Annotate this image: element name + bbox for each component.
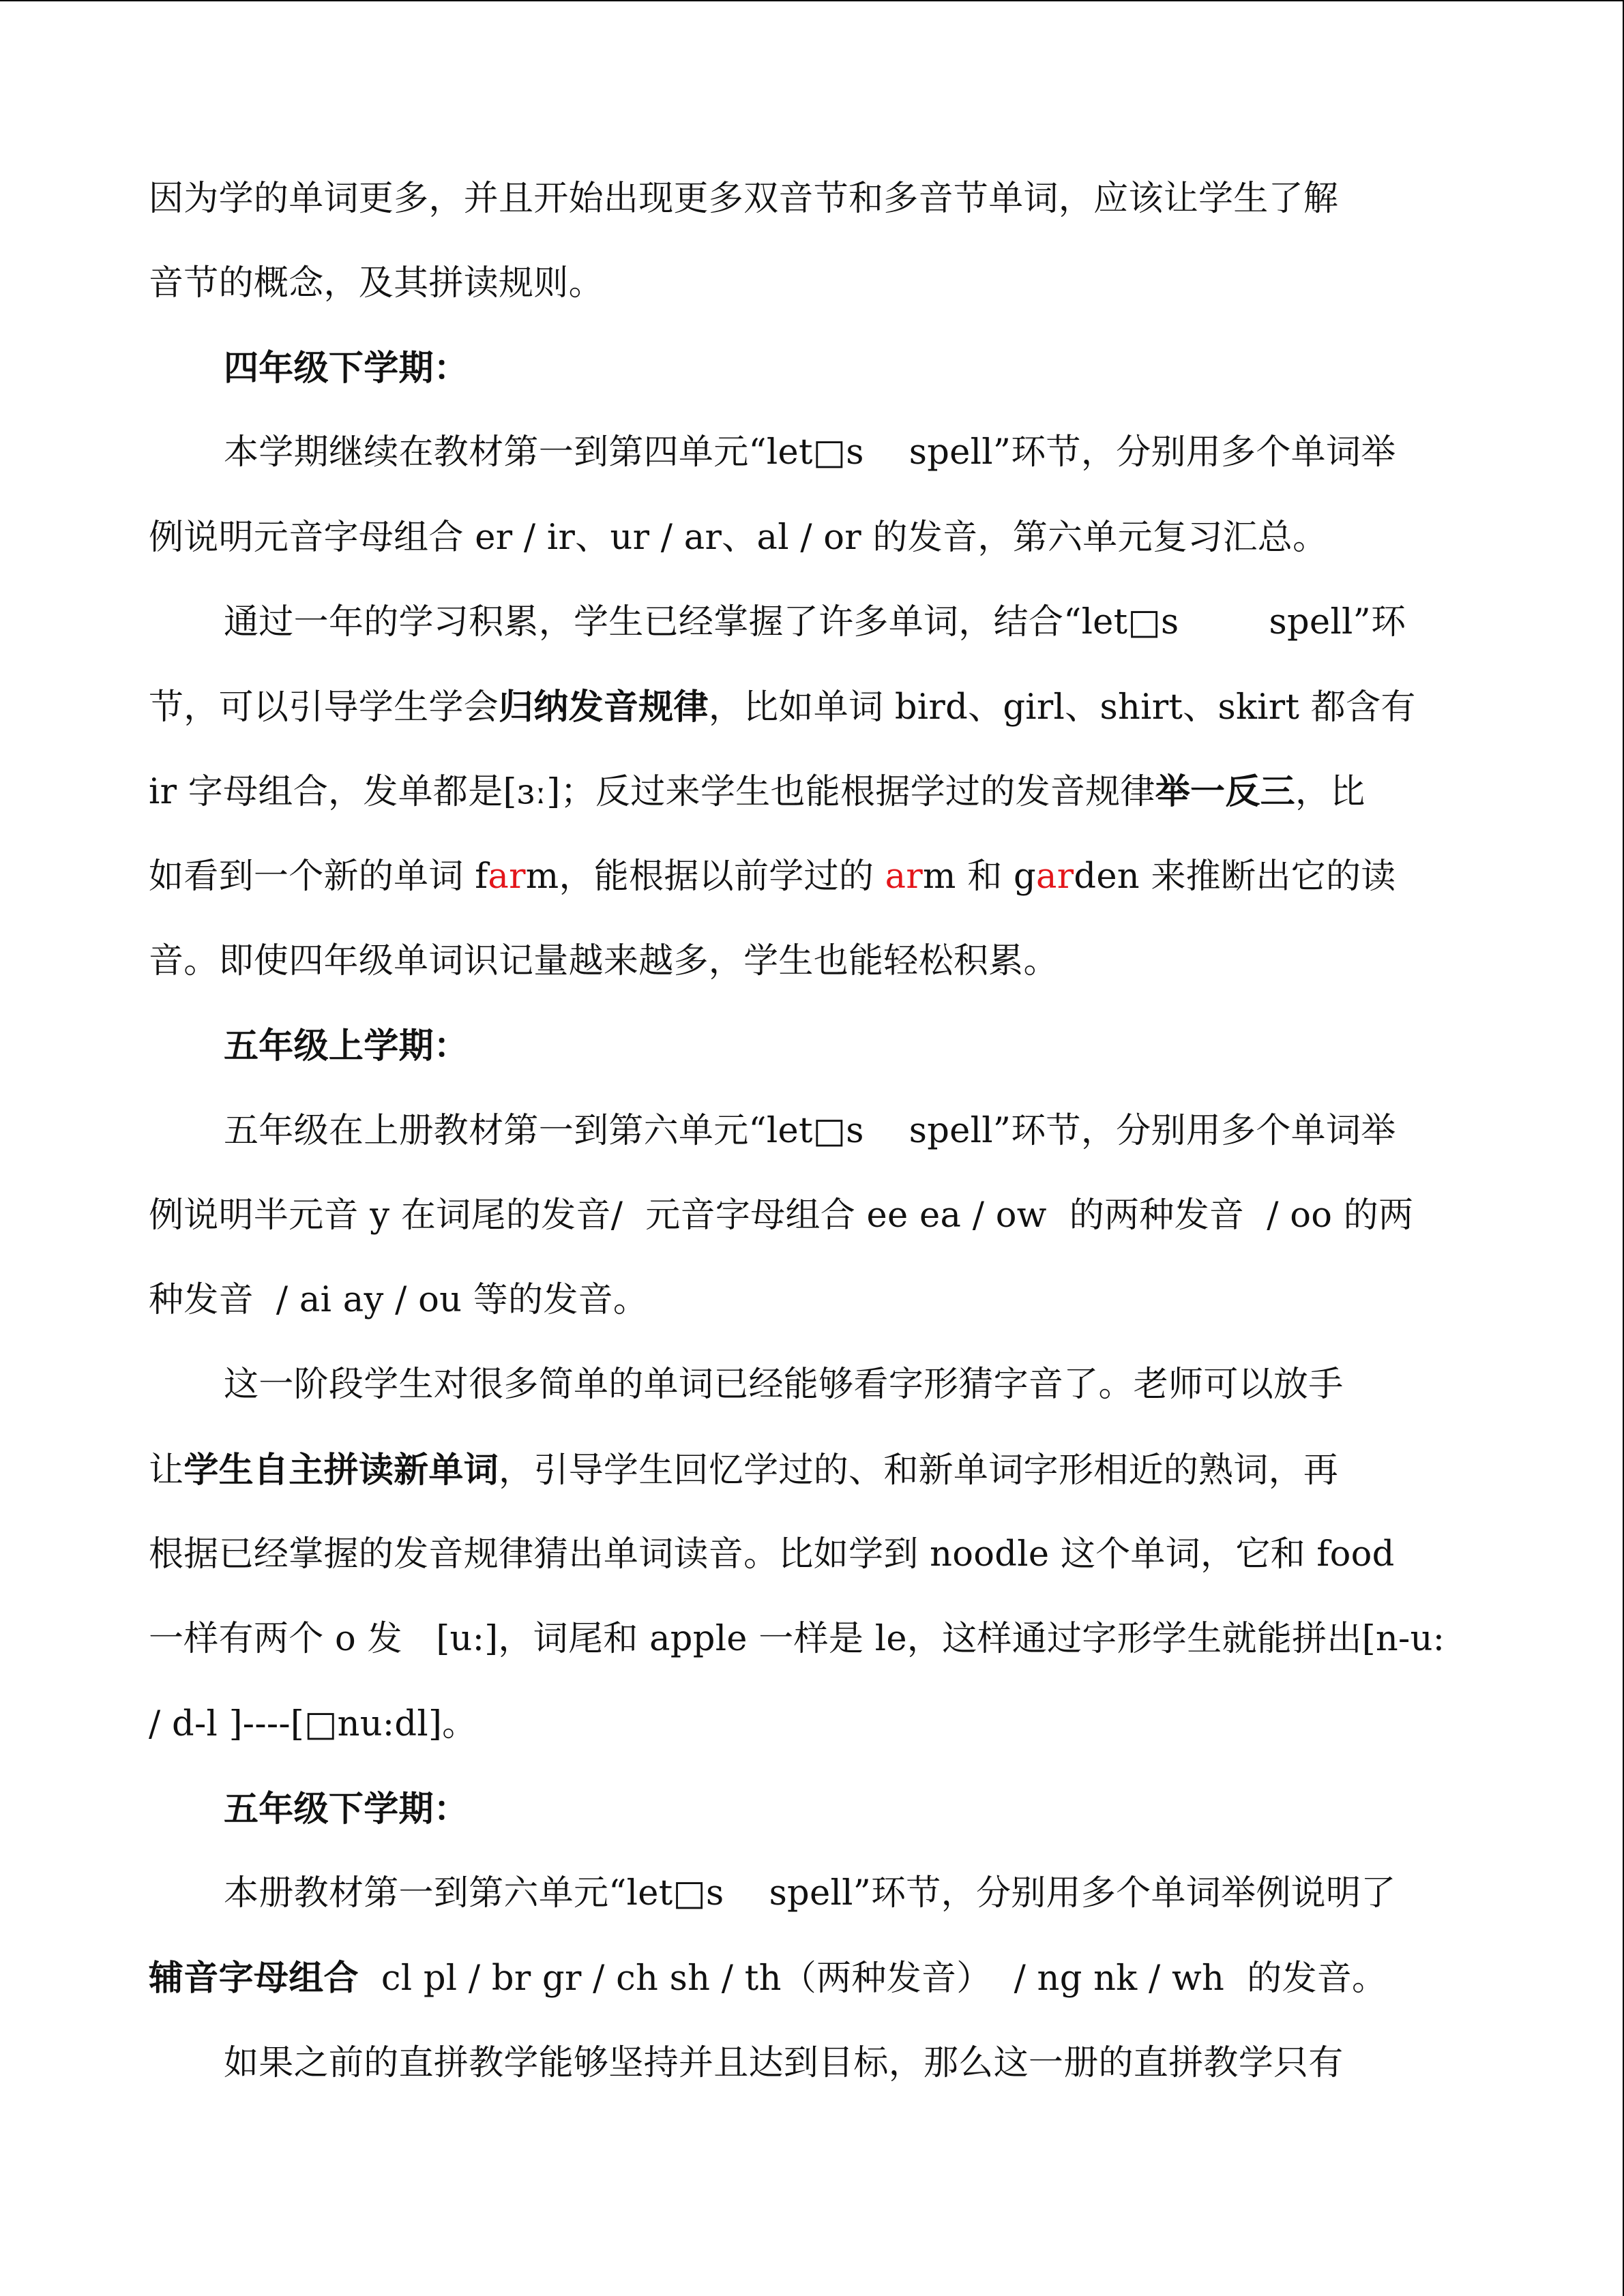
paragraph-line: 一样有两个 o 发 [u:]，词尾和 apple 一样是 le，这样通过字形学生就能拼出[n-u:: [149, 1619, 1445, 1659]
highlighted-letters: ar: [1035, 856, 1074, 897]
paragraph-line: 通过一年的学习积累，学生已经掌握了许多单词，结合“let□s spell”环: [224, 602, 1406, 642]
section-heading-grade5-first: 五年级上学期：: [224, 1026, 469, 1067]
text-run: ，比如单词 bird、girl、shirt、skirt 都含有: [708, 687, 1416, 728]
paragraph-line: / d-l ]----[□nu:dl]。: [149, 1704, 477, 1744]
text-run: 节，可以引导学生学会: [149, 687, 499, 728]
paragraph-line: [149, 770, 1365, 814]
text-run: ，引导学生回忆学过的、和新单词字形相近的熟词，再: [499, 1450, 1339, 1491]
highlighted-letters: ar: [885, 856, 924, 897]
text-run: cl pl / br gr / ch sh / th（两种发音） / ng nk / wh 的发音。: [358, 1958, 1387, 1999]
paragraph-line: 本学期继续在教材第一到第四单元“let□s spell”环节，分别用多个单词举: [224, 432, 1396, 473]
text-run: m，能根据以前学过的: [525, 856, 885, 897]
paragraph-line: 如果之前的直拼教学能够坚持并且达到目标，那么这一册的直拼教学只有: [224, 2043, 1344, 2083]
paragraph-line: 音。即使四年级单词识记量越来越多，学生也能轻松积累。: [149, 941, 1059, 981]
paragraph-line: 因为学的单词更多，并且开始出现更多双音节和多音节单词，应该让学生了解: [149, 179, 1339, 219]
text-run: m 和 g: [923, 856, 1036, 897]
paragraph-line: 本册教材第一到第六单元“let□s spell”环节，分别用多个单词举例说明了: [224, 1873, 1396, 1913]
paragraph-line: [149, 1956, 1387, 2001]
section-heading-grade5-second: 五年级下学期：: [224, 1789, 469, 1830]
text-run: 如看到一个新的单词 f: [149, 856, 488, 897]
paragraph-line: 五年级在上册教材第一到第六单元“let□s spell”环节，分别用多个单词举: [224, 1111, 1396, 1151]
paragraph-line: 根据已经掌握的发音规律猜出单词读音。比如学到 noodle 这个单词，它和 food: [149, 1534, 1395, 1575]
emphasis-text: 举一反三: [1155, 771, 1295, 812]
paragraph-line: 例说明半元音 y 在词尾的发音/ 元音字母组合 ee ea / ow 的两种发音 / oo 的两: [149, 1195, 1414, 1236]
emphasis-text: 学生自主拼读新单词: [183, 1450, 499, 1491]
paragraph-line: [149, 685, 1416, 730]
section-heading-grade4-second: 四年级下学期：: [224, 348, 469, 389]
text-run: 让: [149, 1450, 184, 1491]
paragraph-line: 这一阶段学生对很多简单的单词已经能够看字形猜字音了。老师可以放手: [224, 1365, 1344, 1405]
paragraph-line: 种发音 / ai ay / ou 等的发音。: [149, 1280, 649, 1320]
highlighted-letters: ar: [488, 856, 526, 897]
text-run: ，比: [1295, 772, 1365, 812]
paragraph-line: 例说明元音字母组合 er / ir、ur / ar、al / or 的发音，第六单元复习汇总。: [149, 518, 1328, 558]
text-run: den 来推断出它的读: [1074, 856, 1396, 897]
emphasis-text: 归纳发音规律: [499, 687, 709, 728]
paragraph-line: [149, 855, 1396, 899]
paragraph-line: [149, 1448, 1338, 1493]
paragraph-line: 音节的概念，及其拼读规则。: [149, 263, 604, 303]
emphasis-text: 辅音字母组合: [149, 1958, 359, 1999]
text-run: ir 字母组合，发单都是[ɜː]；反过来学生也能根据学过的发音规律: [149, 772, 1155, 812]
